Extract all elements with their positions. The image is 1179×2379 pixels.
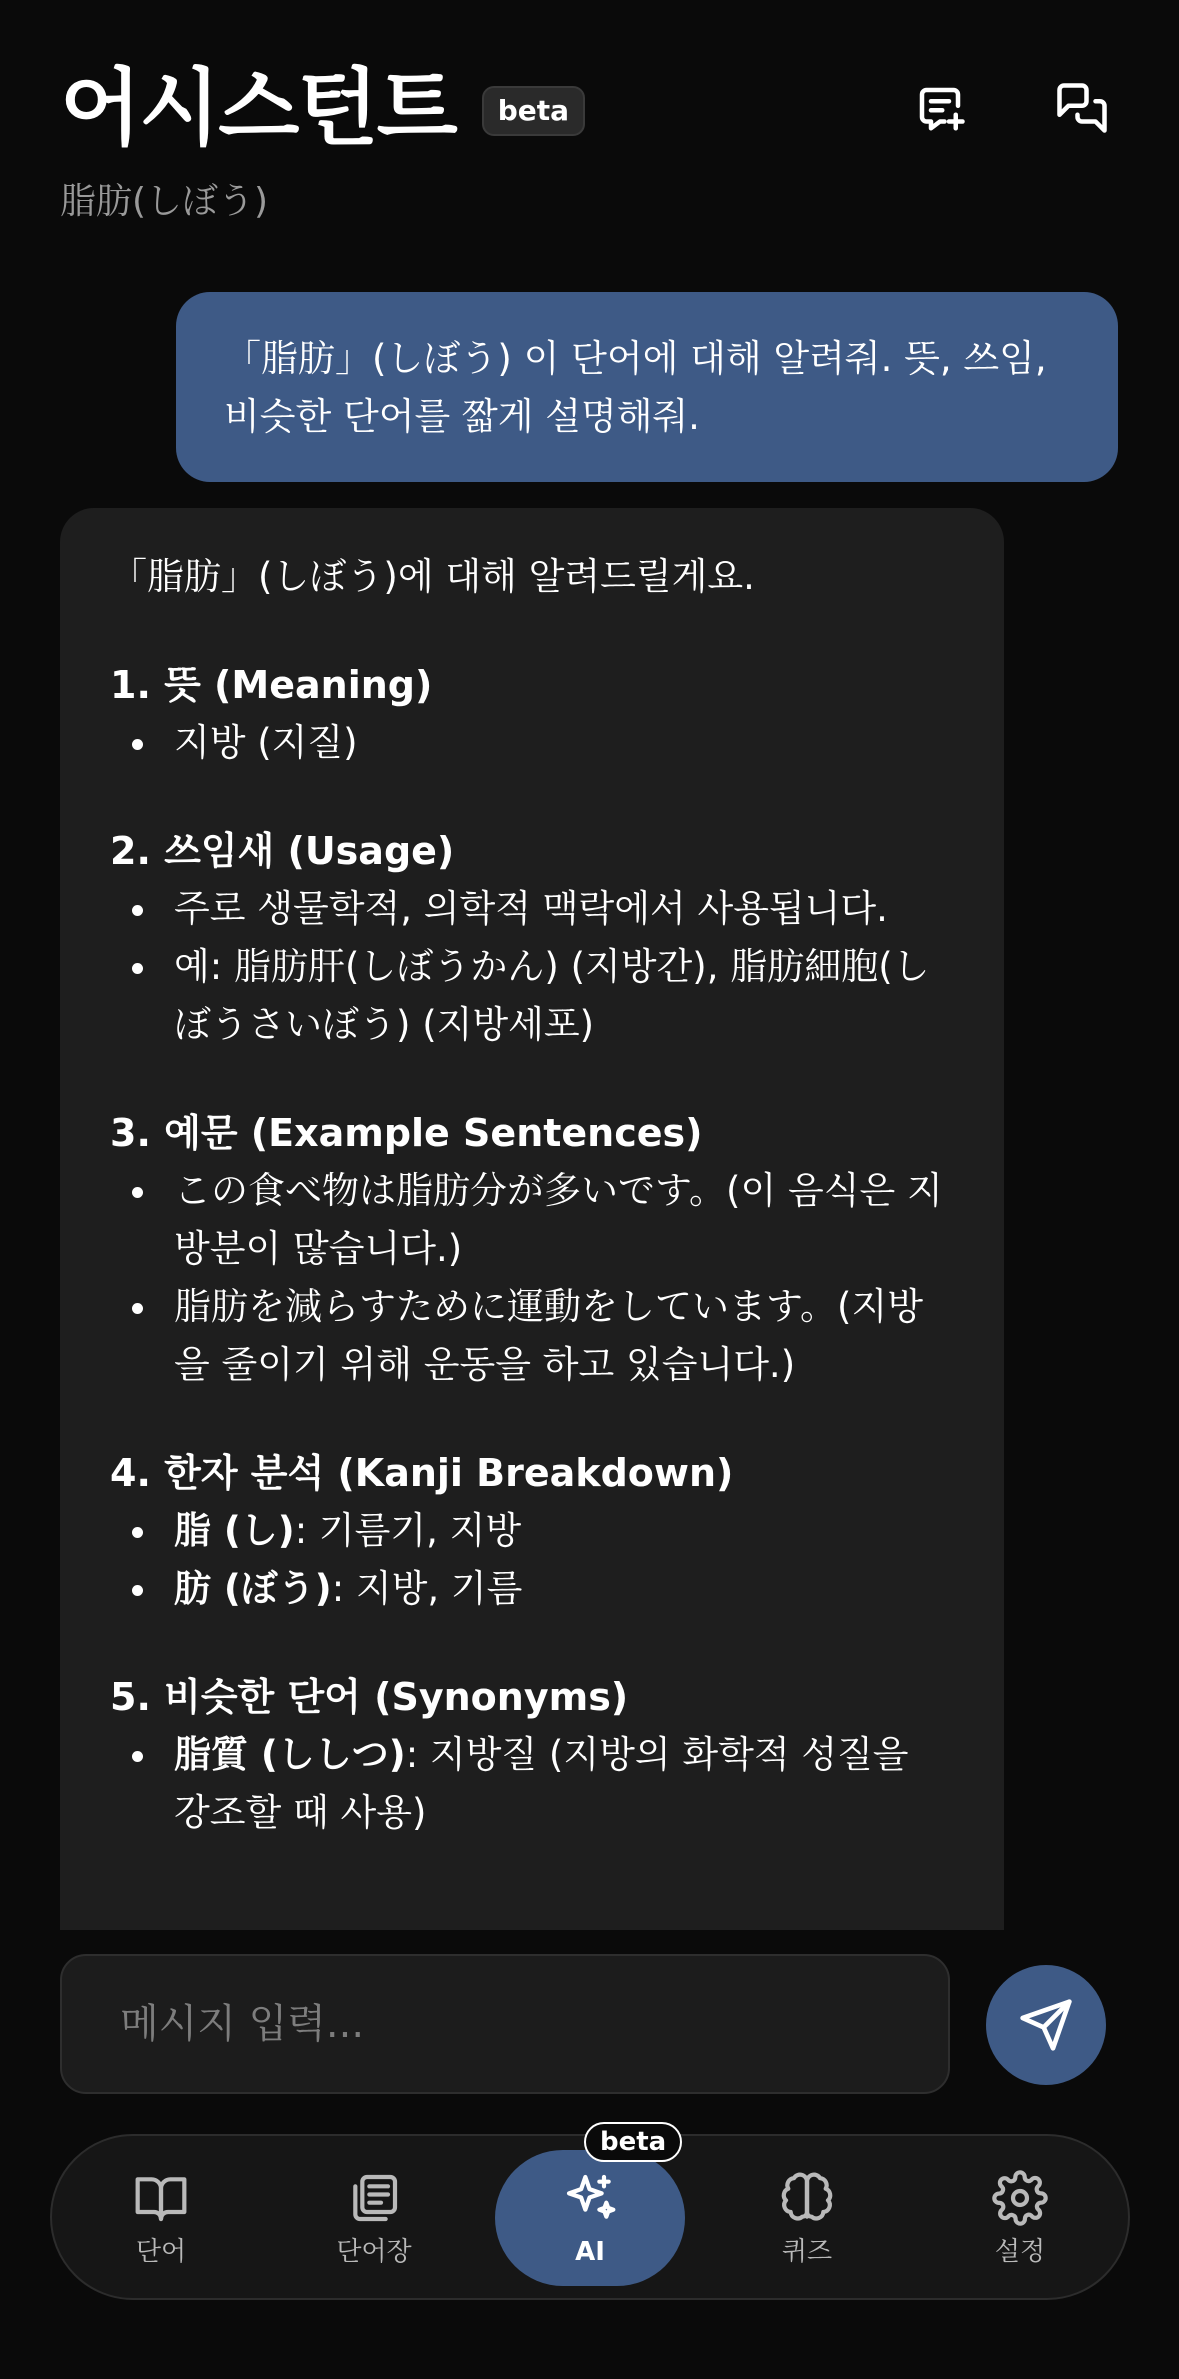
page-title: 어시스턴트 <box>60 59 456 157</box>
beta-badge: beta <box>482 86 585 136</box>
nav-label: 설정 <box>994 2237 1046 2267</box>
section-meaning <box>110 656 952 772</box>
section-list <box>110 1162 952 1394</box>
new-chat-icon[interactable] <box>910 78 970 138</box>
wordbook-icon <box>346 2170 402 2226</box>
section-title: 1. 뜻 (Meaning) <box>110 663 433 707</box>
send-icon <box>1018 1997 1074 2053</box>
section-list <box>110 714 952 772</box>
section-list <box>110 1726 952 1842</box>
nav-ai-beta-badge: beta <box>584 2122 682 2162</box>
item-term: 脂 (し) <box>174 1509 295 1552</box>
section-title: 5. 비슷한 단어 (Synonyms) <box>110 1675 629 1719</box>
section-synonyms <box>110 1668 952 1842</box>
item-text: : 지방, 기름 <box>331 1567 523 1610</box>
list-item <box>110 938 952 1054</box>
nav-item-quiz[interactable] <box>712 2136 902 2302</box>
chat-history-icon[interactable] <box>1052 78 1112 138</box>
nav-label: 단어장 <box>336 2237 412 2267</box>
section-list <box>110 880 952 1054</box>
list-item <box>110 1502 952 1560</box>
user-message-text: 「脂肪」(しぼう) 이 단어에 대해 알려줘. 뜻, 쓰임, 비슷한 단어를 짧게 설명해줘. <box>224 337 1047 438</box>
title-row <box>60 60 585 156</box>
list-item <box>110 1278 952 1394</box>
list-item <box>110 1726 952 1842</box>
nav-item-words[interactable] <box>66 2136 256 2302</box>
nav-label: 퀴즈 <box>781 2237 833 2267</box>
section-examples <box>110 1104 952 1394</box>
sparkles-icon <box>562 2170 618 2226</box>
header <box>0 0 1179 270</box>
item-text: 脂肪を減らすために運動をしています。(지방을 줄이기 위해 운동을 하고 있습니다.) <box>174 1285 923 1386</box>
gear-icon <box>992 2170 1048 2226</box>
item-term: 肪 (ぼう) <box>174 1567 332 1610</box>
item-text: 주로 생물학적, 의학적 맥락에서 사용됩니다. <box>174 887 888 930</box>
user-message-bubble <box>176 292 1118 482</box>
brain-icon <box>779 2170 835 2226</box>
section-title: 4. 한자 분석 (Kanji Breakdown) <box>110 1451 734 1495</box>
section-usage <box>110 822 952 1054</box>
bottom-nav <box>50 2127 1130 2300</box>
section-list <box>110 1502 952 1618</box>
assistant-intro: 「脂肪」(しぼう)에 대해 알려드릴게요. <box>110 555 755 598</box>
section-title: 2. 쓰임새 (Usage) <box>110 829 455 873</box>
section-kanji-breakdown <box>110 1444 952 1618</box>
assistant-message-bubble <box>60 508 1004 1930</box>
nav-label: 단어 <box>135 2237 187 2267</box>
item-term: 脂質 (ししつ) <box>174 1733 406 1776</box>
message-input[interactable] <box>120 2001 890 2047</box>
item-text: : 기름기, 지방 <box>294 1509 522 1552</box>
nav-item-wordbook[interactable] <box>279 2136 469 2302</box>
current-word-subtitle: 脂肪(しぼう) <box>60 181 269 222</box>
nav-item-settings[interactable] <box>925 2136 1115 2302</box>
list-item <box>110 714 952 772</box>
item-text: この食べ物は脂肪分が多いです。(이 음식은 지방분이 많습니다.) <box>174 1169 943 1270</box>
list-item <box>110 880 952 938</box>
nav-label: AI <box>575 2237 605 2267</box>
item-text: 지방 (지질) <box>174 721 358 764</box>
list-item <box>110 1162 952 1278</box>
list-item <box>110 1560 952 1618</box>
send-button[interactable] <box>986 1965 1106 2085</box>
item-text: : 지방질 (지방의 화학적 성질을 강조할 때 사용) <box>174 1733 909 1834</box>
section-title: 3. 예문 (Example Sentences) <box>110 1111 703 1155</box>
message-input-container <box>60 1954 950 2094</box>
book-icon <box>133 2170 189 2226</box>
item-text: 예: 脂肪肝(しぼうかん) (지방간), 脂肪細胞(しぼうさいぼう) (지방세포) <box>174 945 930 1046</box>
